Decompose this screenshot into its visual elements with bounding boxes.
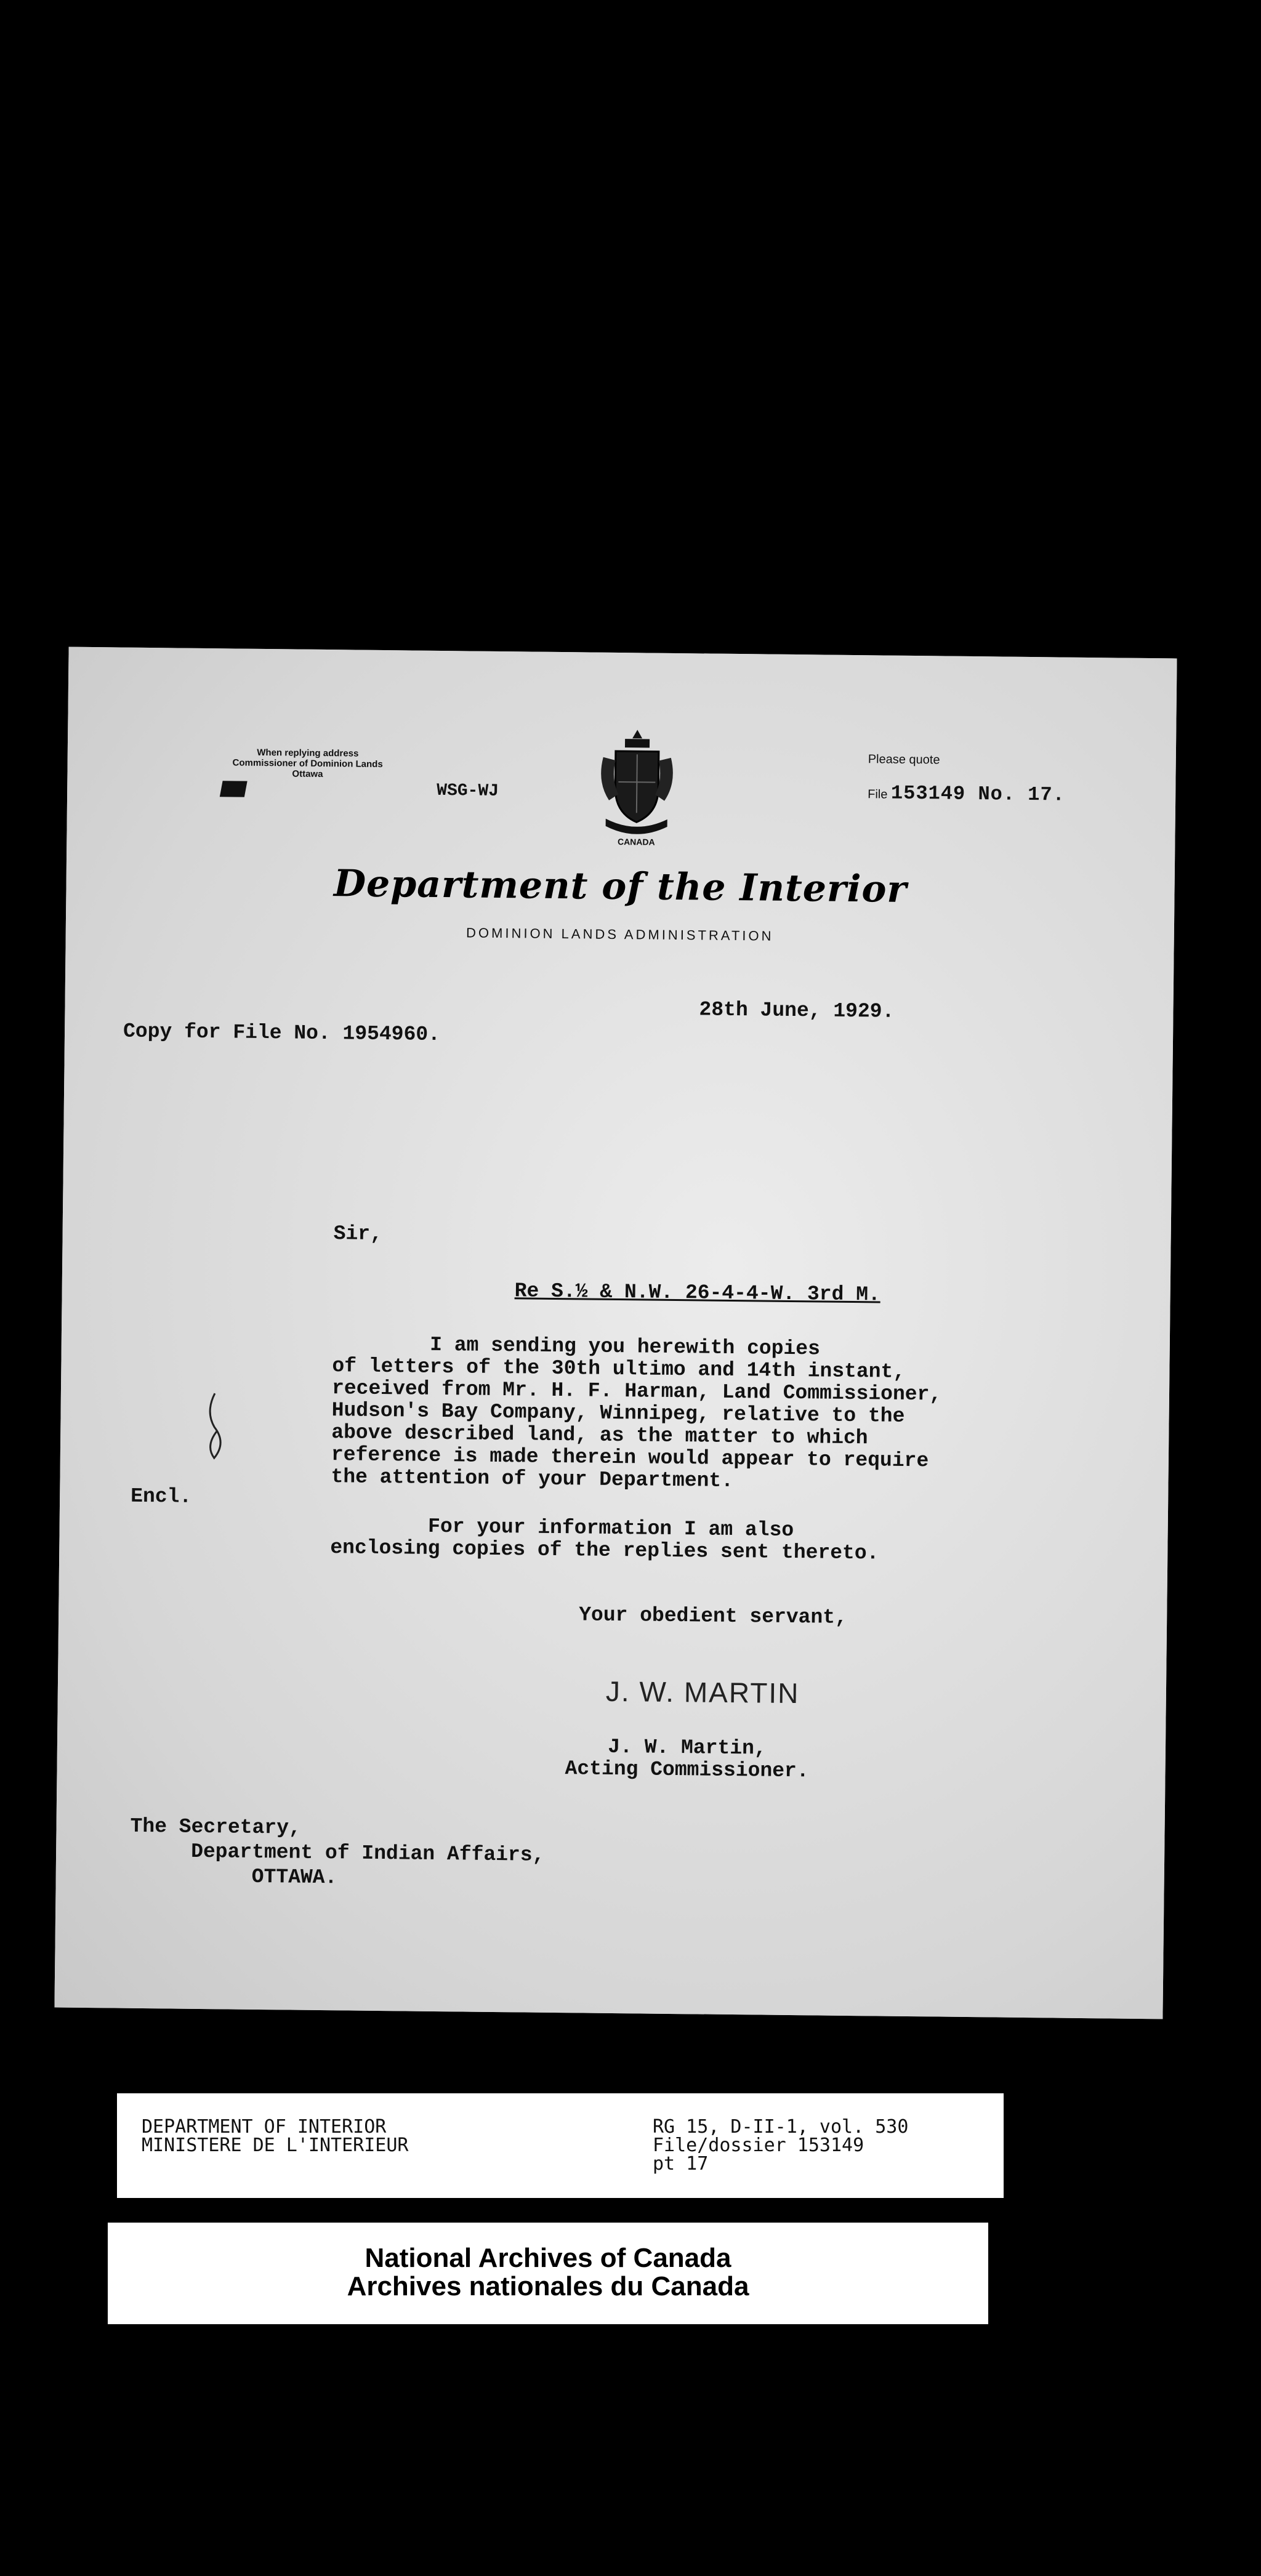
- body-paragraph-2: For your information I am also enclosing copies of the replies sent thereto.: [330, 1514, 879, 1565]
- subject-line: Re S.½ & N.W. 26-4-4-W. 3rd M.: [514, 1279, 880, 1306]
- closing: Your obedient servant,: [579, 1603, 848, 1629]
- archive-dept-en: DEPARTMENT OF INTERIOR: [142, 2116, 387, 2138]
- reply-address: When replying address Commissioner of Dominion Lands Ottawa: [232, 747, 383, 779]
- letter-date: 28th June, 1929.: [699, 998, 895, 1023]
- signer-name: J. W. Martin,: [608, 1735, 767, 1760]
- ink-mark: [220, 781, 248, 797]
- archive-name-en: National Archives of Canada: [365, 2243, 731, 2273]
- reference-code: WSG-WJ: [437, 781, 499, 801]
- salutation: Sir,: [333, 1222, 383, 1246]
- archive-file: File/dossier 153149: [653, 2135, 864, 2156]
- file-reference: [868, 781, 1065, 806]
- archive-label-right: [653, 2118, 908, 2173]
- canada-crest-icon: [590, 727, 683, 851]
- marginal-pencil-mark-icon: [202, 1387, 233, 1462]
- crest-caption: CANADA: [617, 836, 655, 847]
- signature-stamp: J. W. MARTIN: [605, 1675, 800, 1710]
- archive-dept-fr: MINISTERE DE L'INTERIEUR: [142, 2135, 409, 2156]
- recipient-address: The Secretary, Department of Indian Affairs, OTTAWA.: [129, 1814, 545, 1890]
- archive-part: pt 17: [653, 2153, 709, 2175]
- letter-page: [54, 647, 1177, 2019]
- archive-name-fr: Archives nationales du Canada: [347, 2271, 749, 2301]
- administration-subtitle: DOMINION LANDS ADMINISTRATION: [465, 925, 774, 944]
- archive-reference-label: [117, 2093, 1004, 2198]
- archive-name-label: [108, 2223, 988, 2324]
- signer-title: Acting Commissioner.: [565, 1757, 809, 1783]
- please-quote: Please quote: [868, 752, 940, 767]
- body-paragraph-1: I am sending you herewith copies of letters of the 30th ultimo and 14th instant, received from Mr. H. F. Harman, Land Commissioner, Hudson's Bay Company, Winnipeg, relative to the above described land, as the matter to which reference is made therein would appear to require the attention of your Department.: [331, 1332, 942, 1493]
- archive-rg: RG 15, D-II-1, vol. 530: [653, 2116, 909, 2138]
- enclosure-note: Encl.: [130, 1484, 192, 1508]
- archive-label-left: [142, 2118, 408, 2155]
- department-title: Department of the Interior: [333, 862, 908, 911]
- copy-for-file: Copy for File No. 1954960.: [123, 1020, 441, 1046]
- signer-block: [565, 1736, 809, 1782]
- file-label: File: [868, 787, 888, 802]
- file-number: 153149 No. 17.: [890, 781, 1066, 807]
